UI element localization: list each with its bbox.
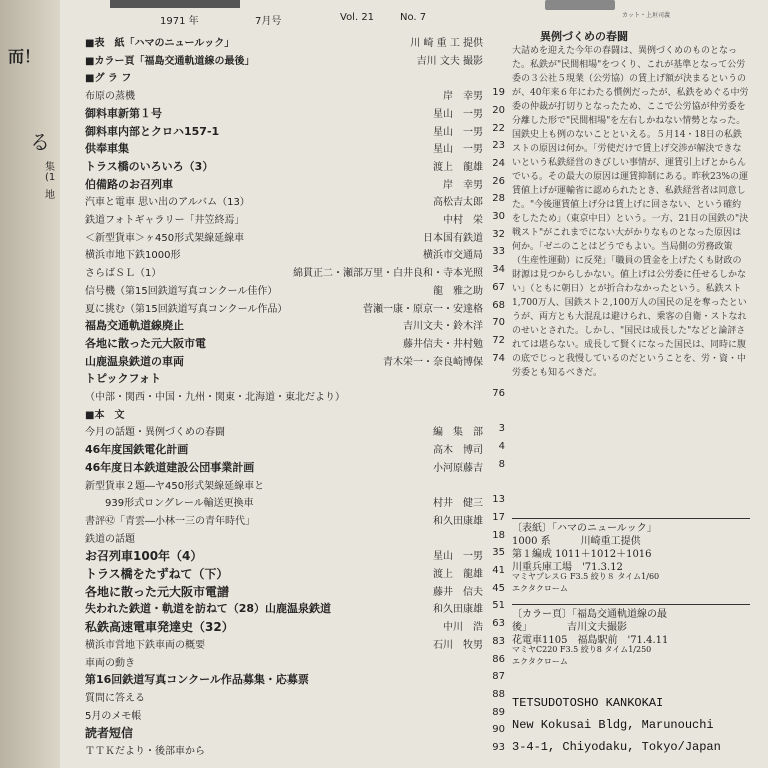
credit-line: 花電車1105 福島駅前 '71.4.11 [512, 635, 669, 646]
toc-row [85, 583, 505, 599]
toc-row [85, 282, 505, 298]
facing-fragment: (1 [45, 172, 56, 183]
toc-title: 福島交通軌道線廃止 [85, 319, 184, 333]
toc-title: ＴＴＫだより・後部車から [85, 746, 205, 757]
toc-author: 藤井 信夫 [433, 586, 483, 598]
toc-page-number: 20 [492, 104, 505, 116]
toc-title: 伯備路のお召列車 [85, 177, 173, 191]
toc-page-number: 33 [492, 246, 505, 258]
toc-author: 中川 浩 [443, 622, 483, 634]
toc-title: 私鉄高速電車発達史（32） [85, 620, 234, 635]
toc-page-number: 90 [492, 724, 505, 736]
credit-line: マミヤプレスＧ F3.5 絞り８ タイム1/60 [512, 572, 660, 581]
toc-page-number: 3 [498, 423, 505, 435]
toc-row [85, 406, 505, 422]
header-vol: Vol. 21 [340, 12, 375, 23]
toc-author: 藤井信夫・井村勉 [403, 338, 483, 350]
toc-row [85, 477, 505, 493]
toc-author: 星山 一男 [433, 126, 483, 138]
toc-title: ■表 紙「ハマのニュールック」 [85, 38, 235, 49]
toc-page-number: 23 [492, 140, 505, 152]
toc-author: 横浜市交通局 [423, 250, 483, 262]
toc-row [85, 370, 505, 386]
toc-row [85, 335, 505, 351]
toc-page-number: 22 [492, 122, 505, 134]
toc-title: ＜新型貨車＞ヶ450形式架線延線車 [85, 232, 245, 244]
toc-row [85, 353, 505, 369]
toc-title: 鉄道の話題 [85, 533, 135, 545]
cover-credit-box [512, 518, 750, 595]
header-month: 7月号 [255, 16, 282, 27]
toc-row [85, 707, 505, 723]
toc-author: 吉川 文夫 撮影 [416, 55, 483, 67]
toc-author: 高松吉太郎 [433, 197, 483, 209]
toc-row [85, 600, 505, 616]
toc-author: 青木栄一・奈良崎博保 [383, 356, 483, 368]
toc-page-number: 13 [492, 494, 505, 506]
toc-author: 綿貫正二・瀬部万里・白井良和・寺本光照 [293, 268, 483, 280]
toc-row [85, 34, 505, 50]
toc-author: 龍 雅之助 [433, 285, 483, 297]
toc-row [85, 636, 505, 652]
toc-row [85, 654, 505, 670]
toc-row [85, 618, 505, 634]
toc-author: 小河原藤吉 [433, 462, 483, 474]
toc-title: （中部・関西・中国・九州・関東・北海道・東北だより） [85, 392, 345, 403]
toc-row [85, 158, 505, 174]
toc-page-number: 89 [492, 706, 505, 718]
toc-page-number: 83 [492, 635, 505, 647]
toc-author: 渡上 龍雄 [433, 161, 483, 173]
toc-row [85, 229, 505, 245]
toc-row [85, 671, 505, 687]
credit-line: 〔カラー頁〕「福島交通軌道線の最 [512, 609, 667, 620]
toc-author: 石川 牧男 [433, 639, 483, 651]
toc-title: トピックフォト [85, 372, 162, 386]
header-bar [110, 0, 240, 8]
toc-title: 車両の動き [85, 657, 135, 669]
credit-line: 1000 系 川崎重工提供 [512, 536, 641, 547]
toc-author: 高木 博司 [433, 445, 483, 457]
toc-page-number: 68 [492, 299, 505, 311]
toc-row [85, 193, 505, 209]
toc-row [85, 494, 505, 510]
toc-title: 供奉車集 [85, 142, 129, 156]
toc-title: 御料車内部とクロハ157-1 [85, 124, 220, 138]
facing-fragment: 地 [45, 190, 55, 201]
header-no: No. 7 [400, 12, 427, 23]
credit-line: 第１編成 1011＋1012＋1016 [512, 549, 652, 560]
toc-page-number: 74 [492, 352, 505, 364]
toc-row [85, 459, 505, 475]
toc-page-number: 30 [492, 211, 505, 222]
toc-author: 和久田康雄 [433, 515, 483, 527]
credit-line: エクタクローム [512, 584, 568, 593]
toc-title: 横浜市営地下鉄車両の概要 [85, 639, 205, 651]
toc-row [85, 742, 505, 758]
toc-title: 読者短信 [85, 726, 134, 741]
toc-page-number: 93 [492, 742, 505, 753]
toc-row [85, 512, 505, 528]
credit-line: 後」 吉川文夫撮影 [512, 622, 627, 633]
toc-author: 岸 幸男 [443, 179, 483, 191]
toc-title: 各地に散った元大阪市電 [85, 336, 206, 350]
toc-title: 布原の蒸機 [85, 91, 135, 103]
toc-title: 信号機（第15回鉄道写真コンクール佳作） [85, 285, 278, 297]
toc-page-number: 8 [498, 458, 505, 470]
publisher-line: TETSUDOTOSHO KANKOKAI [512, 696, 664, 710]
toc-page-number: 51 [492, 600, 505, 612]
toc-page-number: 87 [492, 671, 505, 683]
publisher-line: New Kokusai Bldg, Marunouchi [512, 718, 714, 732]
publisher-line: 3-4-1, Chiyodaku, Tokyo/Japan [512, 740, 721, 754]
toc-title: ■グ ラ フ [85, 73, 132, 85]
toc-row [85, 52, 505, 68]
toc-title: 46年度国鉄電化計画 [85, 443, 189, 457]
toc-page-number: 34 [492, 264, 505, 276]
toc-title: 46年度日本鉄道建設公団事業計画 [85, 460, 255, 474]
credit-line: 川重兵庫工場 '71.3.12 [512, 562, 623, 573]
toc-row [85, 565, 505, 581]
toc-title: トラス橋のいろいろ（3） [85, 159, 214, 173]
toc-author: 星山 一男 [433, 108, 483, 120]
toc-title: さらばＳＬ（1） [85, 268, 162, 280]
toc-row [85, 87, 505, 103]
toc-author: 日本国有鉄道 [423, 232, 483, 244]
toc-title: 失われた鉄道・軌道を訪ねて（28）山鹿温泉鉄道 [85, 602, 332, 616]
toc-title: 5月のメモ帳 [85, 710, 142, 722]
essay-caption: カット・上垣司義 [622, 12, 670, 19]
toc-title: ■本 文 [85, 409, 125, 421]
toc-row [85, 441, 505, 457]
toc-title: 新型貨車２題―ヤ450形式架線延線車と [85, 480, 265, 492]
toc-row [85, 140, 505, 156]
toc-page-number: 26 [492, 175, 505, 187]
toc-title: 今月の話題・異例づくめの春闘 [85, 427, 225, 439]
toc-row [85, 300, 505, 316]
toc-title: 横浜市地下鉄1000形 [85, 250, 181, 262]
toc-page-number: 17 [492, 511, 505, 523]
toc-title: 山鹿温泉鉄道の車両 [85, 354, 184, 368]
toc-row [85, 530, 505, 546]
toc-title: 汽車と電車 思い出のアルバム（13） [85, 197, 250, 209]
toc-page-number: 76 [492, 388, 505, 399]
toc-title: 質問に答える [85, 692, 145, 704]
toc-row [85, 105, 505, 121]
toc-author: 星山 一男 [433, 551, 483, 563]
header-year: 1971 年 [160, 16, 199, 27]
toc-author: 川 崎 重 工 提供 [410, 38, 483, 49]
toc-author: 村井 健三 [433, 498, 483, 510]
toc-page-number: 18 [492, 529, 505, 541]
toc-row [85, 69, 505, 85]
essay-title: 異例づくめの春闘 [540, 30, 628, 43]
toc-page-number: 19 [492, 87, 505, 99]
toc-row [85, 689, 505, 705]
toc-author: 編 集 部 [433, 427, 483, 439]
toc-row [85, 547, 505, 563]
toc-page-number: 28 [492, 193, 505, 205]
facing-fragment: る [30, 130, 50, 154]
toc-page-number: 41 [492, 565, 505, 576]
toc-page-number: 24 [492, 157, 505, 169]
toc-author: 和久田康雄 [433, 604, 483, 616]
essay-text: 大詰めを迎えた今年の春闘は、異例づくめのものとなった。私鉄が"民間相場"をつくり、これが基準となって公労委の３公社５現業（公労協）の賃上げ額が決まるというのが、40年来６年にわたる慣例だったが、私鉄をめぐる中労委の仲裁が打切りとなったため、ここで公労協が仲労委を分離した形で"民間相場"を左右しかねない情勢となった。国鉄史上も例のないことといえる。５月14・18日の私鉄ストの原因は何か。「労使だけで賃上げ交渉が解決できないという私鉄経営のきびしい事情が、運賃引上げとからんでいる。その最大の原因は運賃抑制にある。昨秋23%の運賃値上げが運輸省に認められたとき、私鉄経営者は同意した。"今後運賃値上げ分は賃上げに回さない、という確約をしたため」（東京中日）という。一方、21日の国鉄の"決戦スト"がこれまでにない大がかりなものとなった原因は何か。「ゼニのことはどうでもよい。当局側の労務政策（生産性運動）に反発」「職員の賃金を上げたくも財政の財源は見つからしかない。値上げは公労委に任せるしかない」（ともに朝日）とが折合わなかったという。私鉄スト1,700万人、国鉄スト２,100万人の国民の足を奪ったというが、両方とも大混乱は避けられ、乗客の自衛・ストなれのせいとされた。しかし、"国民は成長した"などと論評されては堪らない。成長して賢くになった国民は、同時に腹の底でじっと我慢しているのだということを、労・資・中労委とも知るべきだ。 [512, 46, 749, 378]
credit-line: マミヤC220 F3.5 絞り8 タイム1/250 [512, 645, 652, 654]
toc-title: 各地に散った元大阪市電譜 [85, 584, 230, 599]
color-credit-box [512, 604, 750, 668]
toc-row [85, 123, 505, 139]
toc-row [85, 388, 505, 404]
toc-title: 夏に挑む（第15回鉄道写真コンクール作品） [85, 303, 288, 315]
credit-line: エクタクローム [512, 657, 568, 666]
toc-title: お召列車100年（4） [85, 549, 203, 564]
toc-row [85, 724, 505, 740]
toc-page-number: 70 [492, 317, 505, 329]
toc-title: ■カラー頁「福島交通軌道線の最後」 [85, 55, 255, 67]
toc-row [85, 211, 505, 227]
toc-title: トラス橋をたずねて（下） [85, 567, 229, 581]
toc-page-number: 63 [492, 618, 505, 630]
toc-row [85, 264, 505, 280]
toc-author: 菅瀬一康・原京一・安達格 [363, 303, 483, 315]
toc-page-number: 72 [492, 334, 505, 346]
toc-page-number: 88 [492, 688, 505, 700]
toc-title: 鉄道フォトギャラリー「井笠終焉」 [85, 215, 245, 226]
toc-page-number: 4 [498, 441, 505, 453]
facing-page [0, 0, 62, 768]
toc-author: 中村 栄 [443, 215, 483, 226]
toc-title: 書評㊷「青雲―小林一三の青年時代」 [85, 515, 255, 527]
facing-fragment: 集 [45, 162, 55, 173]
toc-title: 御料車新第１号 [85, 106, 162, 120]
toc-author: 星山 一男 [433, 144, 483, 156]
toc-row [85, 317, 505, 333]
toc-author: 岸 幸男 [443, 91, 483, 103]
toc-page-number: 35 [492, 547, 505, 559]
facing-fragment: 而！ [8, 47, 41, 66]
toc-row [85, 423, 505, 439]
toc-page-number: 67 [492, 281, 505, 293]
toc-title: 第16回鉄道写真コンクール作品募集・応募票 [85, 673, 309, 687]
essay-logo [545, 0, 615, 10]
toc-page-number: 86 [492, 653, 505, 665]
toc-row [85, 176, 505, 192]
toc-row [85, 246, 505, 262]
toc-author: 渡上 龍雄 [433, 569, 483, 580]
toc-author: 吉川文夫・鈴木洋 [403, 321, 483, 333]
toc-page-number: 32 [492, 228, 505, 240]
toc-title: 939形式ロングレール輸送更換車 [85, 498, 254, 510]
credit-line: 〔表紙〕「ハマのニュールック」 [512, 523, 657, 534]
publisher-address [512, 692, 721, 758]
toc-page-number: 45 [492, 582, 505, 594]
